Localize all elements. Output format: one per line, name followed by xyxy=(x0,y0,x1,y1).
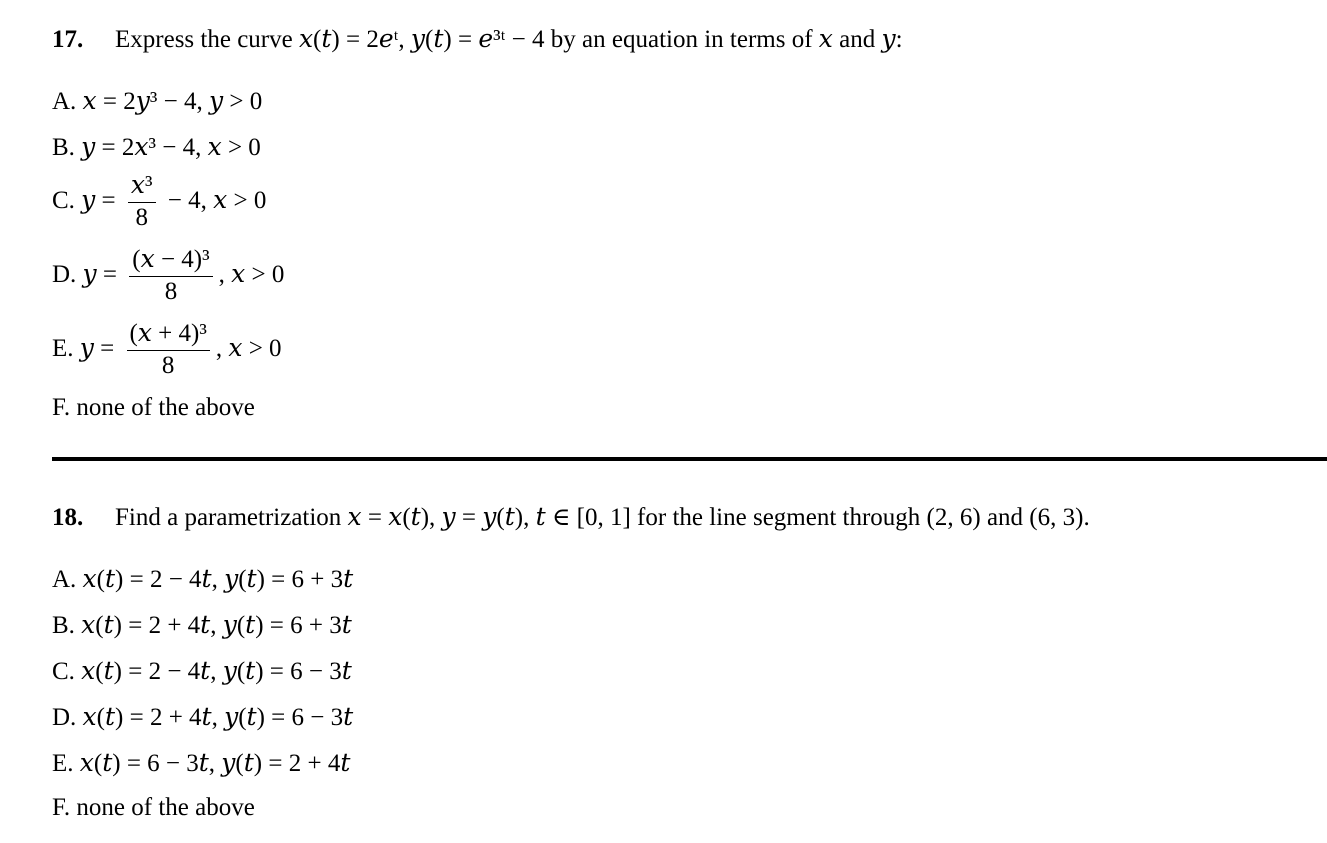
q17-option-b[interactable]: B. 𝑦 = 2𝑥³ − 4, 𝑥 > 0 xyxy=(52,134,261,161)
q17-option-d[interactable] xyxy=(52,246,284,307)
q17-option-c-prefix: C. 𝑦 = xyxy=(52,186,116,214)
section-divider xyxy=(52,457,1327,461)
q17-option-c-fraction xyxy=(128,172,156,233)
question-17-number: 17. xyxy=(52,26,84,53)
q17-option-c-denominator: 8 xyxy=(135,203,148,231)
q18-option-e[interactable]: E. 𝑥(𝑡) = 6 − 3𝑡, 𝑦(𝑡) = 2 + 4𝑡 xyxy=(52,750,351,777)
q17-option-e-fraction xyxy=(127,320,210,381)
q17-option-d-fraction xyxy=(129,246,212,307)
q17-option-e[interactable] xyxy=(52,320,282,381)
q17-option-d-prefix: D. 𝑦 = xyxy=(52,260,118,288)
q17-option-d-numerator: (𝑥 − 4)³ xyxy=(129,246,212,277)
question-18-text: Find a parametrization 𝑥 = 𝑥(𝑡), 𝑦 = 𝑦(𝑡), 𝑡 ∈ [0, 1] for the line segment through (2, 6) and (6, 3). xyxy=(115,504,1090,531)
q17-option-e-prefix: E. 𝑦 = xyxy=(52,334,115,362)
q18-option-c[interactable]: C. 𝑥(𝑡) = 2 − 4𝑡, 𝑦(𝑡) = 6 − 3𝑡 xyxy=(52,658,352,685)
question-17 xyxy=(52,24,903,54)
question-18 xyxy=(52,502,1090,532)
q18-option-f[interactable]: F. none of the above xyxy=(52,794,255,821)
q17-option-d-suffix: , 𝑥 > 0 xyxy=(218,260,285,288)
q18-option-d[interactable]: D. 𝑥(𝑡) = 2 + 4𝑡, 𝑦(𝑡) = 6 − 3𝑡 xyxy=(52,704,354,731)
q17-option-d-denominator: 8 xyxy=(164,277,178,305)
q17-option-e-denominator: 8 xyxy=(161,351,175,379)
q17-option-c-suffix: − 4, 𝑥 > 0 xyxy=(167,186,267,214)
q18-option-a[interactable]: A. 𝑥(𝑡) = 2 − 4𝑡, 𝑦(𝑡) = 6 + 3𝑡 xyxy=(52,566,354,593)
question-17-text: Express the curve 𝑥(𝑡) = 2𝑒ᵗ, 𝑦(𝑡) = 𝑒³ᵗ − 4 by an equation in terms of 𝑥 and 𝑦: xyxy=(115,26,903,53)
q17-option-f[interactable]: F. none of the above xyxy=(52,394,255,421)
q17-option-a[interactable]: A. 𝑥 = 2𝑦³ − 4, 𝑦 > 0 xyxy=(52,88,263,115)
q17-option-e-numerator: (𝑥 + 4)³ xyxy=(127,320,210,351)
q17-option-e-suffix: , 𝑥 > 0 xyxy=(215,334,282,362)
q18-option-b[interactable]: B. 𝑥(𝑡) = 2 + 4𝑡, 𝑦(𝑡) = 6 + 3𝑡 xyxy=(52,612,352,639)
q17-option-c[interactable] xyxy=(52,172,266,233)
q17-option-c-numerator: 𝑥³ xyxy=(128,172,156,203)
question-18-number: 18. xyxy=(52,504,84,531)
